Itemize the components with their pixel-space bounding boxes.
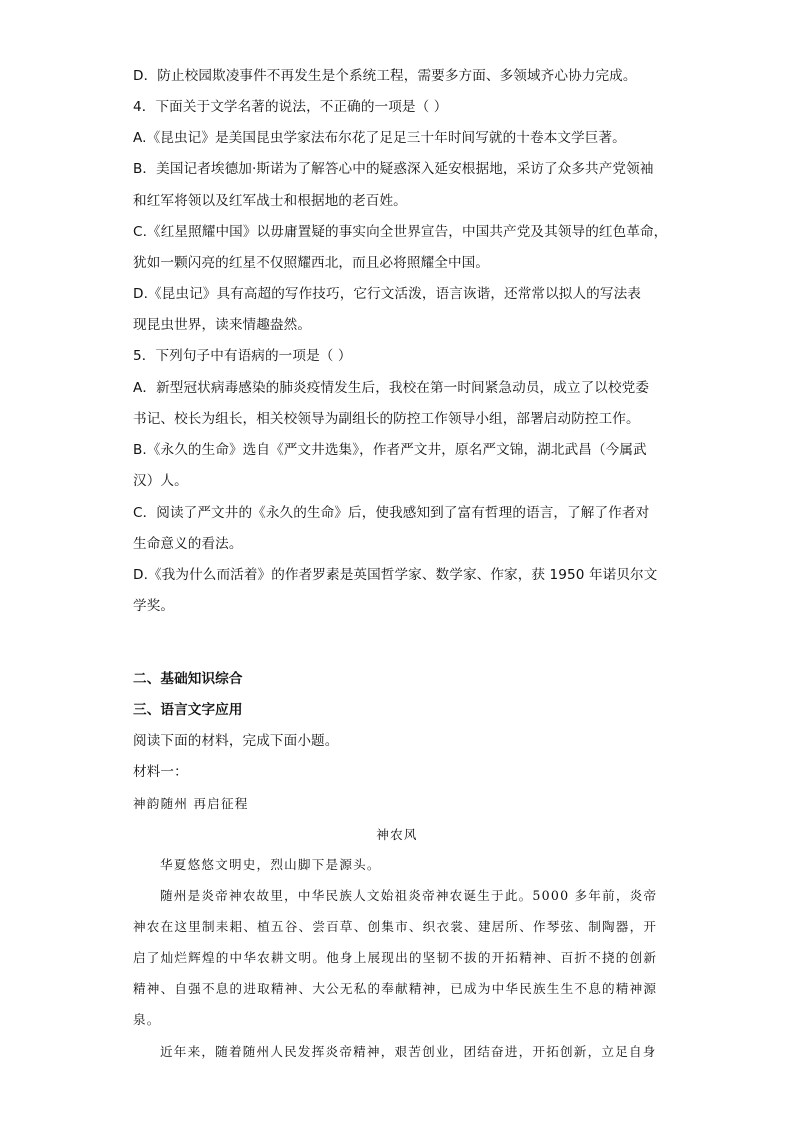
q5-option-c-line1: C．阅读了严文井的《永久的生命》后，使我感知到了富有哲理的语言，了解了作者对 bbox=[133, 505, 650, 521]
material-label: 材料一： bbox=[133, 764, 188, 780]
q4-option-d-line1: D.《昆虫记》具有高超的写作技巧，它行文活泼，语言诙谐，还常常以拟人的写法表 bbox=[133, 286, 641, 302]
q5-option-a-line1: A．新型冠状病毒感染的肺炎疫情发生后，我校在第一时间紧急动员，成立了以校党委 bbox=[133, 380, 650, 396]
q5-option-d-line2: 学奖。 bbox=[133, 598, 175, 614]
q4-stem: 4．下面关于文学名著的说法，不正确的一项是（ ） bbox=[133, 99, 448, 115]
q5-option-c-line2: 生命意义的看法。 bbox=[133, 536, 243, 552]
q5-stem: 5．下列句子中有语病的一项是（ ） bbox=[133, 348, 352, 364]
q4-option-c-line1: C.《红星照耀中国》以毋庸置疑的事实向全世界宣告，中国共产党及其领导的红色革命， bbox=[133, 224, 668, 240]
material-headline: 神韵随州 再启征程 bbox=[133, 796, 249, 811]
q3-option-d: D．防止校园欺凌事件不再发生是个系统工程，需要多方面、多领域齐心协力完成。 bbox=[133, 68, 637, 84]
material-paragraph-1: 华夏悠悠文明史，烈山脚下是源头。 bbox=[160, 857, 381, 872]
material-paragraph-3-line1: 近年来，随着随州人民发挥炎帝精神，艰苦创业，团结奋进，开拓创新，立足自身 bbox=[160, 1044, 657, 1059]
q5-option-b-line1: B.《永久的生命》选自《严文井选集》，作者严文井，原名严文锦，湖北武昌（今属武 bbox=[133, 442, 647, 458]
material-subtitle: 神农风 bbox=[376, 827, 418, 842]
q5-option-b-line2: 汉）人。 bbox=[133, 473, 188, 489]
q4-option-b-line2: 和红军将领以及红军战士和根据地的老百姓。 bbox=[133, 193, 407, 209]
q4-option-d-line2: 现昆虫世界，读来情趣盎然。 bbox=[133, 317, 312, 333]
q4-option-c-line2: 犹如一颗闪亮的红星不仅照耀西北，而且必将照耀全中国。 bbox=[133, 255, 490, 271]
reading-instruction: 阅读下面的材料，完成下面小题。 bbox=[133, 733, 339, 749]
q4-option-b-line1: B．美国记者埃德加·斯诺为了解答心中的疑惑深入延安根据地，采访了众多共产党领袖 bbox=[133, 161, 654, 177]
q5-option-d-line1: D.《我为什么而活着》的作者罗素是英国哲学家、数学家、作家，获 1950 年诺贝尔文 bbox=[133, 567, 658, 583]
section-heading-two: 二、基础知识综合 bbox=[133, 671, 243, 687]
material-paragraph-2-line1: 随州是炎帝神农故里，中华民族人文始祖炎帝神农诞生于此。5000 多年前，炎帝 bbox=[160, 888, 658, 903]
material-paragraph-2-line2: 神农在这里制耒耜、植五谷、尝百草、创集市、织衣裳、建居所、作琴弦、制陶器，开 bbox=[133, 919, 658, 934]
material-paragraph-2-line3: 启了灿烂辉煌的中华农耕文明。他身上展现出的坚韧不拔的开拓精神、百折不挠的创新 bbox=[133, 950, 658, 965]
q4-option-a: A.《昆虫记》是美国昆虫学家法布尔花了足足三十年时间写就的十卷本文学巨著。 bbox=[133, 130, 626, 146]
section-heading-three: 三、语言文字应用 bbox=[133, 702, 243, 718]
material-paragraph-2-line5: 泉。 bbox=[133, 1012, 161, 1027]
q5-option-a-line2: 书记、校长为组长，相关校领导为副组长的防控工作领导小组，部署启动防控工作。 bbox=[133, 411, 640, 427]
material-paragraph-2-line4: 精神、自强不息的进取精神、大公无私的奉献精神，已成为中华民族生生不息的精神源 bbox=[133, 981, 658, 996]
